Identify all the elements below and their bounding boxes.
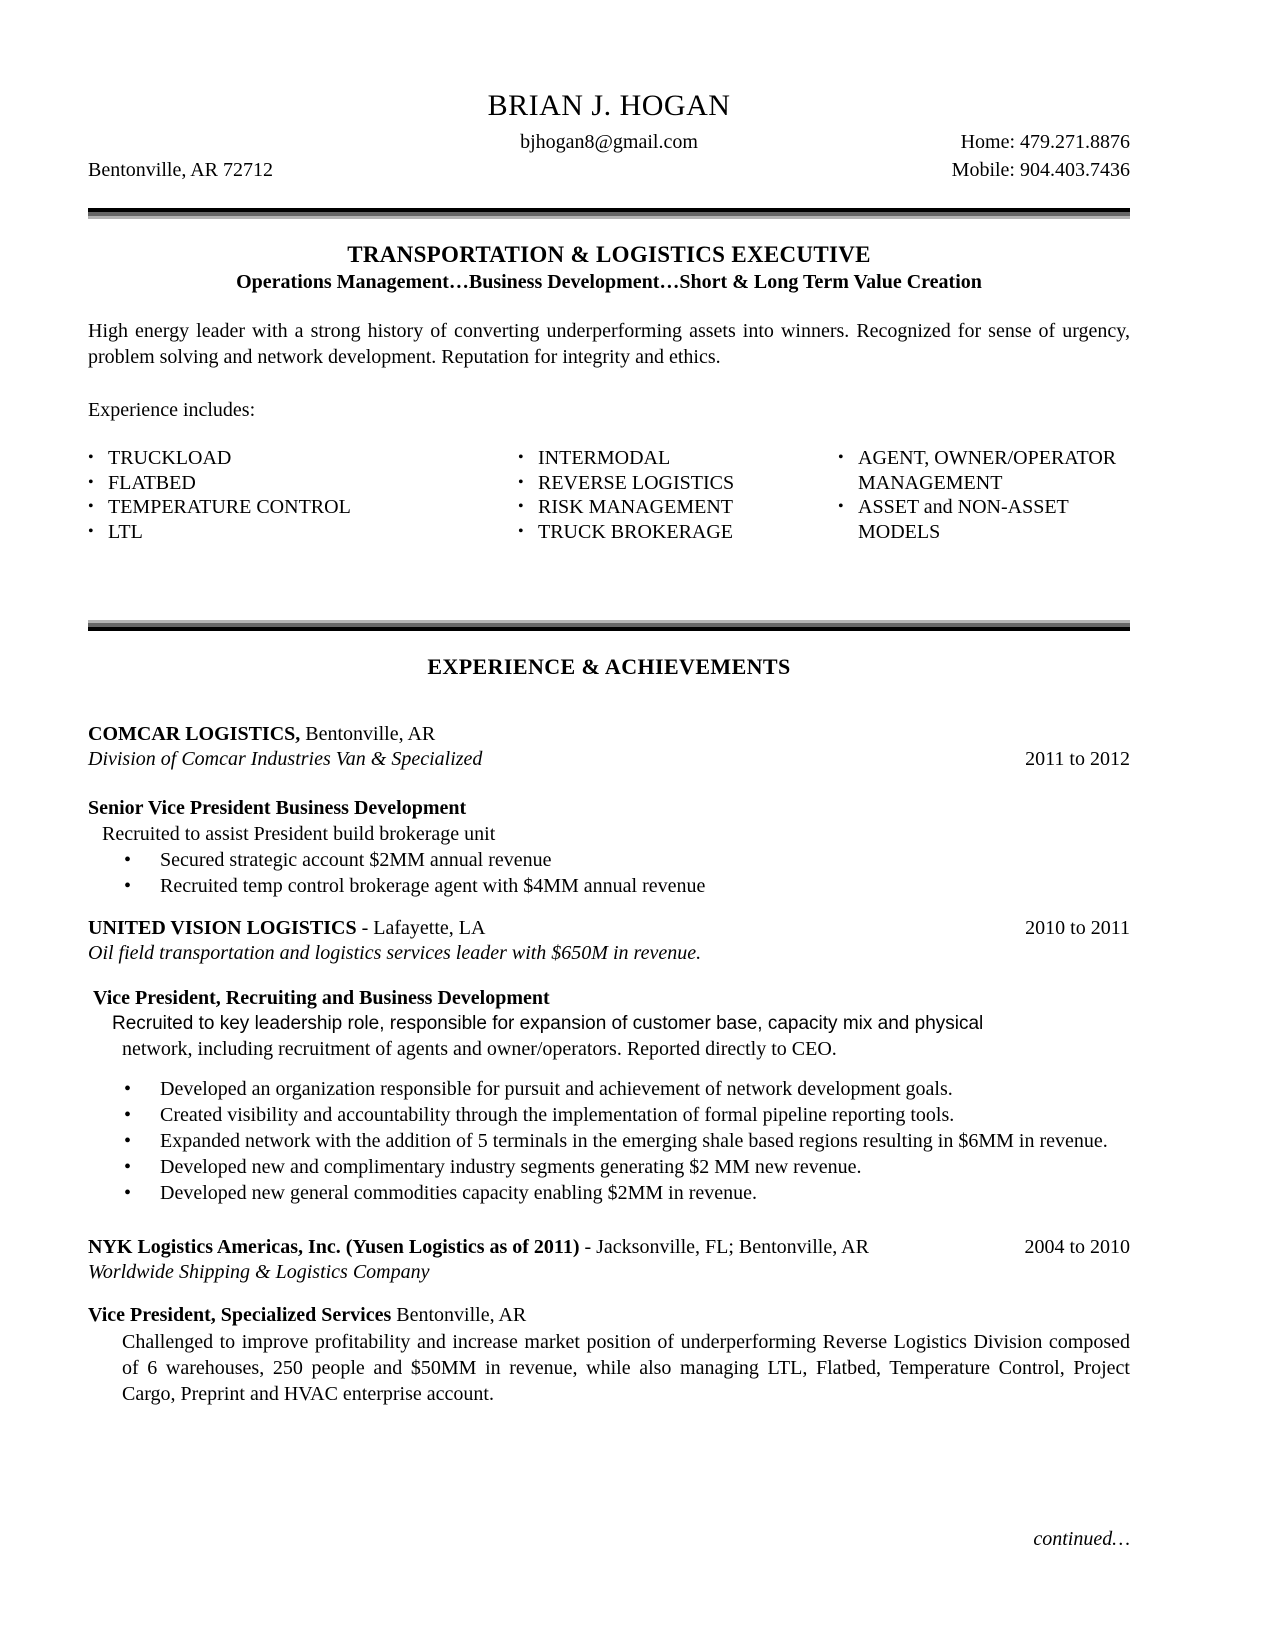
bullet-icon: • xyxy=(124,875,132,897)
profile-subtitle: Operations Management…Business Development…Short & Long Term Value Creation xyxy=(236,271,982,293)
job-role-title: Vice President, Recruiting and Business Development xyxy=(93,987,550,1009)
job-company-line xyxy=(88,723,1130,746)
company-tagline: Oil field transportation and logistics services leader with $650M in revenue. xyxy=(88,942,702,964)
job-dates: 2004 to 2010 xyxy=(1024,1236,1130,1258)
capability-item: • FLATBED xyxy=(88,471,196,494)
company-name: COMCAR LOGISTICS, xyxy=(88,723,301,745)
capability-column-3 xyxy=(838,446,1130,544)
company-tagline: Division of Comcar Industries Van & Specialized xyxy=(88,748,483,770)
job-bullet: • Secured strategic account $2MM annual revenue xyxy=(124,849,552,871)
capability-item: • INTERMODAL xyxy=(518,447,671,469)
job-tagline-row xyxy=(88,746,1130,773)
capability-column-2 xyxy=(518,446,838,544)
job-bullet-list xyxy=(88,1076,1130,1206)
job-role-summary: Recruited to assist President build brokerage unit xyxy=(102,823,496,845)
job-bullet-list xyxy=(88,847,1130,899)
bullet-icon: • xyxy=(88,522,94,540)
role-summary-line-2: network, including recruitment of agents and owner/operators. Reported directly to CEO. xyxy=(122,1038,837,1060)
bullet-icon: • xyxy=(518,473,524,491)
contact-block xyxy=(88,128,1130,184)
divider-rule-bottom xyxy=(88,620,1130,631)
capability-columns xyxy=(88,446,1130,544)
company-location: - Jacksonville, FL; Bentonville, AR xyxy=(579,1236,869,1258)
bullet-icon: • xyxy=(124,1182,132,1204)
profile-summary: High energy leader with a strong history of converting underperforming assets into winners. Recognized for sense of urgency, problem solving and network development. Reputation for integrity and ethics. xyxy=(88,320,1130,368)
job-bullet: • Expanded network with the addition of 5 terminals in the emerging shale based regions resulting in $6MM in revenue. xyxy=(124,1130,1108,1152)
candidate-name: BRIAN J. HOGAN xyxy=(487,89,731,122)
bullet-icon: • xyxy=(124,1078,132,1100)
capability-item: • LTL xyxy=(88,520,143,543)
role-summary-line-1: Recruited to key leadership role, responsible for expansion of customer base, capacity mix and physical xyxy=(112,1013,984,1034)
bullet-icon: • xyxy=(518,498,524,515)
company-location: - Lafayette, LA xyxy=(356,917,486,939)
job-bullet: • Developed new and complimentary industry segments generating $2 MM new revenue. xyxy=(124,1156,862,1178)
job-comcar xyxy=(88,723,1130,899)
job-role-line xyxy=(88,1302,1130,1329)
bullet-icon: • xyxy=(88,498,94,515)
job-bullet: • Developed an organization responsible for pursuit and achievement of network development goals. xyxy=(124,1078,953,1100)
capability-item: • AGENT, OWNER/OPERATOR MANAGEMENT xyxy=(838,447,1117,494)
bullet-icon: • xyxy=(838,498,844,515)
company-location: Bentonville, AR xyxy=(300,723,436,745)
job-company-line xyxy=(88,1234,1130,1261)
bullet-icon: • xyxy=(124,1104,132,1126)
company-tagline: Worldwide Shipping & Logistics Company xyxy=(88,1261,430,1283)
company-line-text xyxy=(88,1234,869,1261)
bullet-icon: • xyxy=(124,1156,132,1178)
capability-item: • TRUCKLOAD xyxy=(88,447,232,469)
capability-item: • ASSET and NON-ASSET MODELS xyxy=(838,496,1069,543)
home-phone: Home: 479.271.8876 xyxy=(960,131,1130,153)
job-role-title: Vice President, Specialized Services xyxy=(88,1304,392,1326)
capability-item: • TRUCK BROKERAGE xyxy=(518,520,734,543)
contact-spacer-2 xyxy=(435,156,782,184)
capability-item: • TEMPERATURE CONTROL xyxy=(88,496,351,518)
continued-note: continued… xyxy=(1033,1528,1130,1550)
job-bullet: • Developed new general commodities capacity enabling $2MM in revenue. xyxy=(124,1182,758,1204)
job-nyk xyxy=(88,1234,1130,1407)
location: Bentonville, AR 72712 xyxy=(88,159,273,181)
contact-spacer xyxy=(88,128,435,156)
bullet-icon: • xyxy=(838,449,844,466)
job-dates: 2010 to 2011 xyxy=(1025,917,1130,939)
company-name: NYK Logistics Americas, Inc. (Yusen Logistics as of 2011) xyxy=(88,1236,580,1258)
company-line-text xyxy=(88,915,485,942)
divider-rule-top xyxy=(88,208,1130,219)
job-dates: 2011 to 2012 xyxy=(1025,748,1130,770)
job-bullet: • Created visibility and accountability through the implementation of formal pipeline reporting tools. xyxy=(124,1104,955,1126)
bullet-icon: • xyxy=(518,522,524,540)
profile-title: TRANSPORTATION & LOGISTICS EXECUTIVE xyxy=(347,242,871,267)
job-role-title: Senior Vice President Business Development xyxy=(88,797,467,819)
job-company-line xyxy=(88,915,1130,942)
bullet-icon: • xyxy=(88,473,94,491)
experience-heading: EXPERIENCE & ACHIEVEMENTS xyxy=(427,654,791,679)
capability-item: • REVERSE LOGISTICS xyxy=(518,471,735,494)
job-bullet: • Recruited temp control brokerage agent with $4MM annual revenue xyxy=(124,875,706,897)
capability-item: • RISK MANAGEMENT xyxy=(518,496,733,518)
bullet-icon: • xyxy=(518,449,524,466)
bullet-icon: • xyxy=(124,849,132,871)
email: bjhogan8@gmail.com xyxy=(520,131,698,153)
job-role-location: Bentonville, AR xyxy=(391,1304,527,1326)
job-united-vision xyxy=(88,915,1130,1206)
mobile-phone: Mobile: 904.403.7436 xyxy=(951,159,1130,181)
bullet-icon: • xyxy=(124,1130,132,1152)
experience-includes-label: Experience includes: xyxy=(88,399,256,421)
job-role-summary: Challenged to improve profitability and increase market position of underperforming Reverse Logistics Division composed of 6 warehouses, 250 people and $50MM in revenue, while also managing LTL, Flatbed, Temperature Control, Project Cargo, Preprint and HVAC enterprise account. xyxy=(122,1331,1130,1405)
company-name: UNITED VISION LOGISTICS xyxy=(88,917,357,939)
capability-column-1 xyxy=(88,446,518,544)
bullet-icon: • xyxy=(88,449,94,466)
job-role-summary xyxy=(88,1011,1130,1062)
